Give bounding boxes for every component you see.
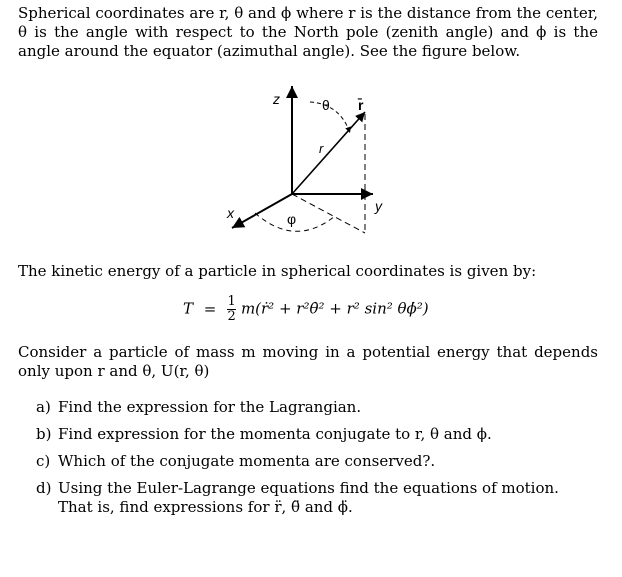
- x-axis: [232, 194, 292, 228]
- question-d: [36, 479, 598, 517]
- rvec-label: r̄: [358, 97, 364, 113]
- question-b: [36, 425, 598, 444]
- theta-label: θ: [322, 97, 330, 113]
- projection-base: [292, 194, 365, 233]
- question-text: Using the Euler-Lagrange equations find the equations of motion. That is, find expressions for r̈, θ̈ and ϕ̈.: [58, 479, 559, 516]
- eq-lhs: T: [183, 299, 194, 318]
- question-c: [36, 452, 598, 471]
- r-label: r: [319, 141, 324, 156]
- y-label: y: [375, 198, 382, 214]
- kinetic-energy-equation: [183, 295, 429, 324]
- kinetic-energy-text: The kinetic energy of a particle in spherical coordinates is given by:: [18, 262, 537, 280]
- eq-equals: =: [203, 299, 217, 318]
- theta-arc: [310, 102, 350, 133]
- frac-den: 2: [227, 309, 236, 324]
- consider-paragraph: Consider a particle of mass m moving in a potential energy that depends only upon r and θ, U(r, θ): [18, 343, 598, 380]
- r-vector: [292, 112, 365, 194]
- question-text: Find the expression for the Lagrangian.: [58, 398, 362, 416]
- question-a: [36, 398, 598, 417]
- x-label: x: [227, 205, 234, 221]
- eq-fraction: [227, 295, 236, 324]
- question-label: c): [36, 452, 51, 470]
- question-label: a): [36, 398, 51, 416]
- z-label: z: [273, 91, 280, 107]
- question-text: Which of the conjugate momenta are conserved?.: [58, 452, 436, 470]
- eq-rhs: m(ṙ² + r²θ̇² + r² sin² θϕ̇²): [240, 299, 429, 318]
- question-text: Find expression for the momenta conjugate to r, θ and ϕ.: [58, 425, 492, 443]
- question-label: d): [36, 479, 52, 497]
- intro-paragraph: Spherical coordinates are r, θ and ϕ where r is the distance from the center, θ is the angle with respect to the North pole (zenith angle) and ϕ is the angle around the equator (azimuthal angle). See the figure below.: [18, 4, 598, 60]
- frac-num: 1: [227, 294, 236, 309]
- question-label: b): [36, 425, 52, 443]
- spherical-coordinates-figure: [215, 78, 395, 248]
- phi-label: φ: [287, 211, 297, 227]
